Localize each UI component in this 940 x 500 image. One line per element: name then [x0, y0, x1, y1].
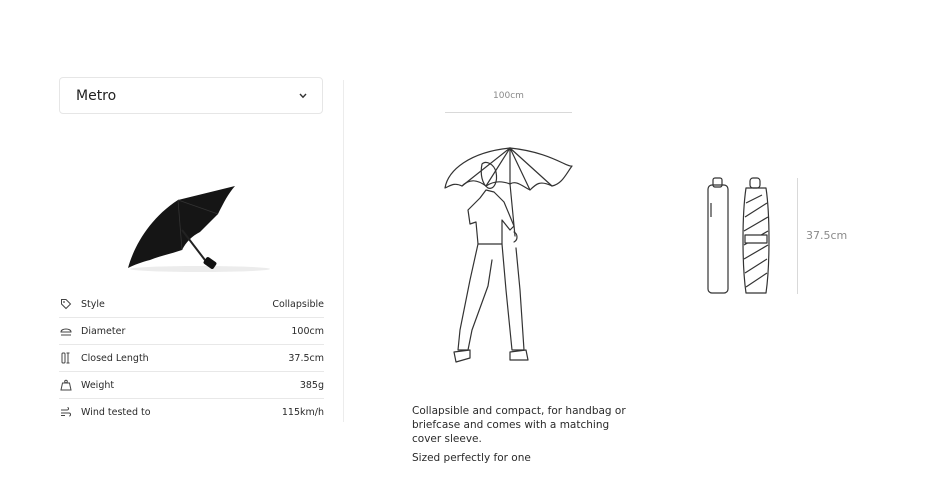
section-divider — [343, 80, 344, 422]
model-select[interactable] — [59, 77, 323, 114]
wind-icon — [59, 405, 73, 419]
spec-value: 115km/h — [281, 406, 324, 418]
spec-label: Weight — [81, 379, 115, 391]
model-select-value: Metro — [76, 87, 117, 104]
spec-row-diameter — [59, 318, 324, 345]
spec-value: 385g — [299, 379, 324, 391]
spec-row-wind — [59, 399, 324, 425]
spec-label: Wind tested to — [81, 406, 151, 418]
open-diameter-line — [445, 112, 572, 113]
spec-label: Diameter — [81, 325, 126, 337]
closed-length-label: 37.5cm — [806, 229, 848, 242]
chevron-down-icon — [298, 91, 308, 101]
weight-icon — [59, 378, 73, 392]
spec-value: 100cm — [291, 325, 324, 337]
person-with-umbrella-illustration — [440, 140, 580, 372]
spec-value: Collapsible — [272, 298, 324, 310]
spec-label: Style — [81, 298, 105, 310]
tag-icon — [59, 297, 73, 311]
product-image — [120, 180, 280, 280]
spec-list — [59, 291, 324, 425]
product-description: Collapsible and compact, for handbag or briefcase and comes with a matching cover sleeve. — [412, 405, 626, 445]
spec-row-style — [59, 291, 324, 318]
spec-value: 37.5cm — [288, 352, 324, 364]
spec-row-weight — [59, 372, 324, 399]
product-tagline: Sized perfectly for one — [412, 452, 531, 464]
spec-row-closed-length — [59, 345, 324, 372]
closed-length-line — [797, 178, 798, 294]
spec-label: Closed Length — [81, 352, 149, 364]
length-icon — [59, 351, 73, 365]
open-diameter-label: 100cm — [493, 91, 524, 101]
closed-umbrella-illustration — [700, 175, 780, 300]
umbrella-canopy-icon — [59, 324, 73, 338]
